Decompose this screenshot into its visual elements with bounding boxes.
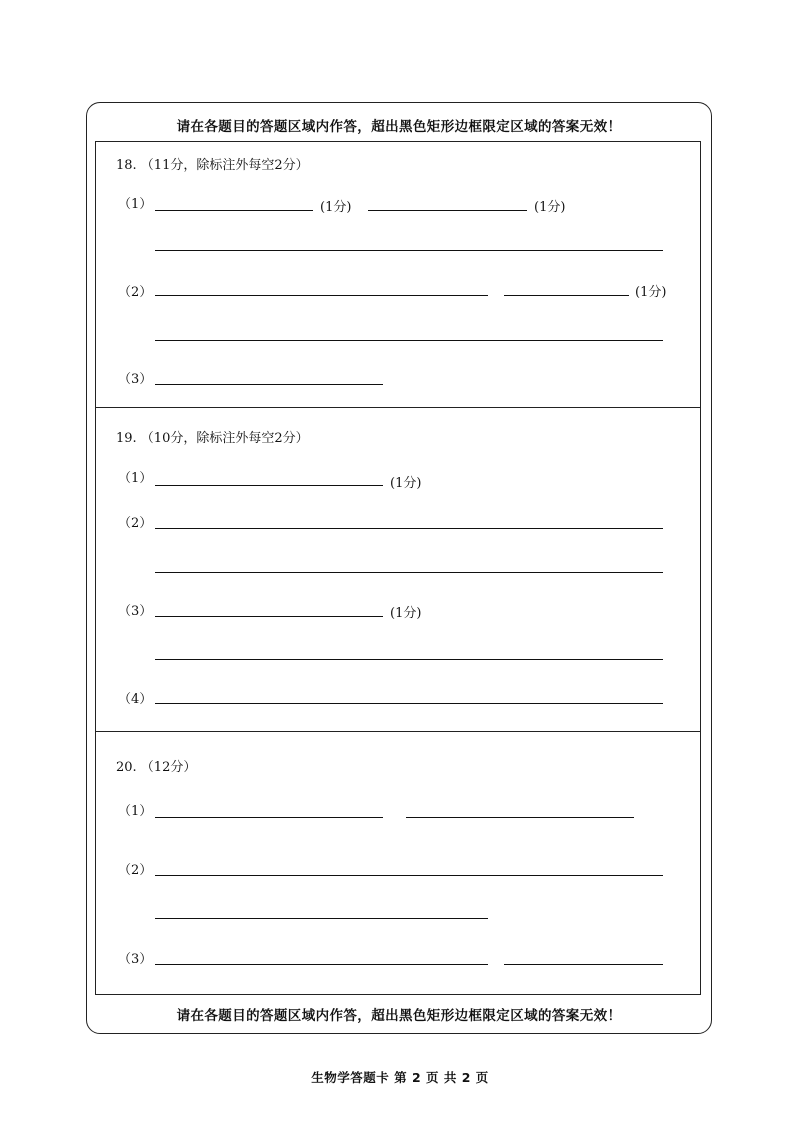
q20-part3-blank-a[interactable] bbox=[155, 964, 488, 965]
q18-part2-label: （2） bbox=[118, 285, 153, 300]
q18-part2-blank-b[interactable] bbox=[504, 295, 629, 296]
divider-19-20 bbox=[95, 731, 701, 732]
q18-part3-label: （3） bbox=[118, 372, 153, 387]
q19-part3-label: （3） bbox=[118, 604, 153, 619]
q19-part2-label: （2） bbox=[118, 516, 153, 531]
q19-part3-blank-a[interactable] bbox=[155, 616, 383, 617]
q20-part1-blank-a[interactable] bbox=[155, 817, 383, 818]
q20-part2-blank-a[interactable] bbox=[155, 875, 663, 876]
q19-heading: 19. （10分，除标注外每空2分） bbox=[116, 431, 309, 446]
q18-heading: 18. （11分，除标注外每空2分） bbox=[116, 158, 309, 173]
q18-part1-blank-a[interactable] bbox=[155, 210, 313, 211]
q20-part2-blank-b[interactable] bbox=[155, 918, 488, 919]
q19-part1-label: （1） bbox=[118, 471, 153, 486]
q19-part1-points: (1分) bbox=[390, 476, 422, 491]
answer-area-frame bbox=[95, 141, 701, 995]
q19-part4-blank[interactable] bbox=[155, 703, 663, 704]
q18-part2-points: (1分) bbox=[635, 285, 667, 300]
page-footer: 生物学答题卡 第 2 页 共 2 页 bbox=[311, 1070, 489, 1085]
q20-heading: 20. （12分） bbox=[116, 760, 197, 775]
q18-part1-blank-c[interactable] bbox=[155, 250, 663, 251]
q19-part3-points: (1分) bbox=[390, 606, 422, 621]
q18-part1-blank-b[interactable] bbox=[368, 210, 527, 211]
q18-part1-points-a: (1分) bbox=[320, 200, 352, 215]
q20-part1-label: （1） bbox=[118, 804, 153, 819]
q19-part2-blank-a[interactable] bbox=[155, 528, 663, 529]
q18-part1-points-b: (1分) bbox=[534, 200, 566, 215]
divider-18-19 bbox=[95, 407, 701, 408]
q20-part3-label: （3） bbox=[118, 952, 153, 967]
q19-part2-blank-b[interactable] bbox=[155, 572, 663, 573]
q20-part3-blank-b[interactable] bbox=[504, 964, 663, 965]
q19-part3-blank-b[interactable] bbox=[155, 659, 663, 660]
q18-part2-blank-c[interactable] bbox=[155, 340, 663, 341]
q19-part1-blank[interactable] bbox=[155, 485, 383, 486]
q18-part1-label: （1） bbox=[118, 197, 153, 212]
q18-part2-blank-a[interactable] bbox=[155, 295, 488, 296]
q19-part4-label: （4） bbox=[118, 692, 153, 707]
q20-part2-label: （2） bbox=[118, 863, 153, 878]
bottom-notice: 请在各题目的答题区域内作答，超出黑色矩形边框限定区域的答案无效！ bbox=[176, 1008, 622, 1024]
q18-part3-blank[interactable] bbox=[155, 384, 383, 385]
q20-part1-blank-b[interactable] bbox=[406, 817, 634, 818]
top-notice: 请在各题目的答题区域内作答，超出黑色矩形边框限定区域的答案无效！ bbox=[176, 119, 622, 135]
